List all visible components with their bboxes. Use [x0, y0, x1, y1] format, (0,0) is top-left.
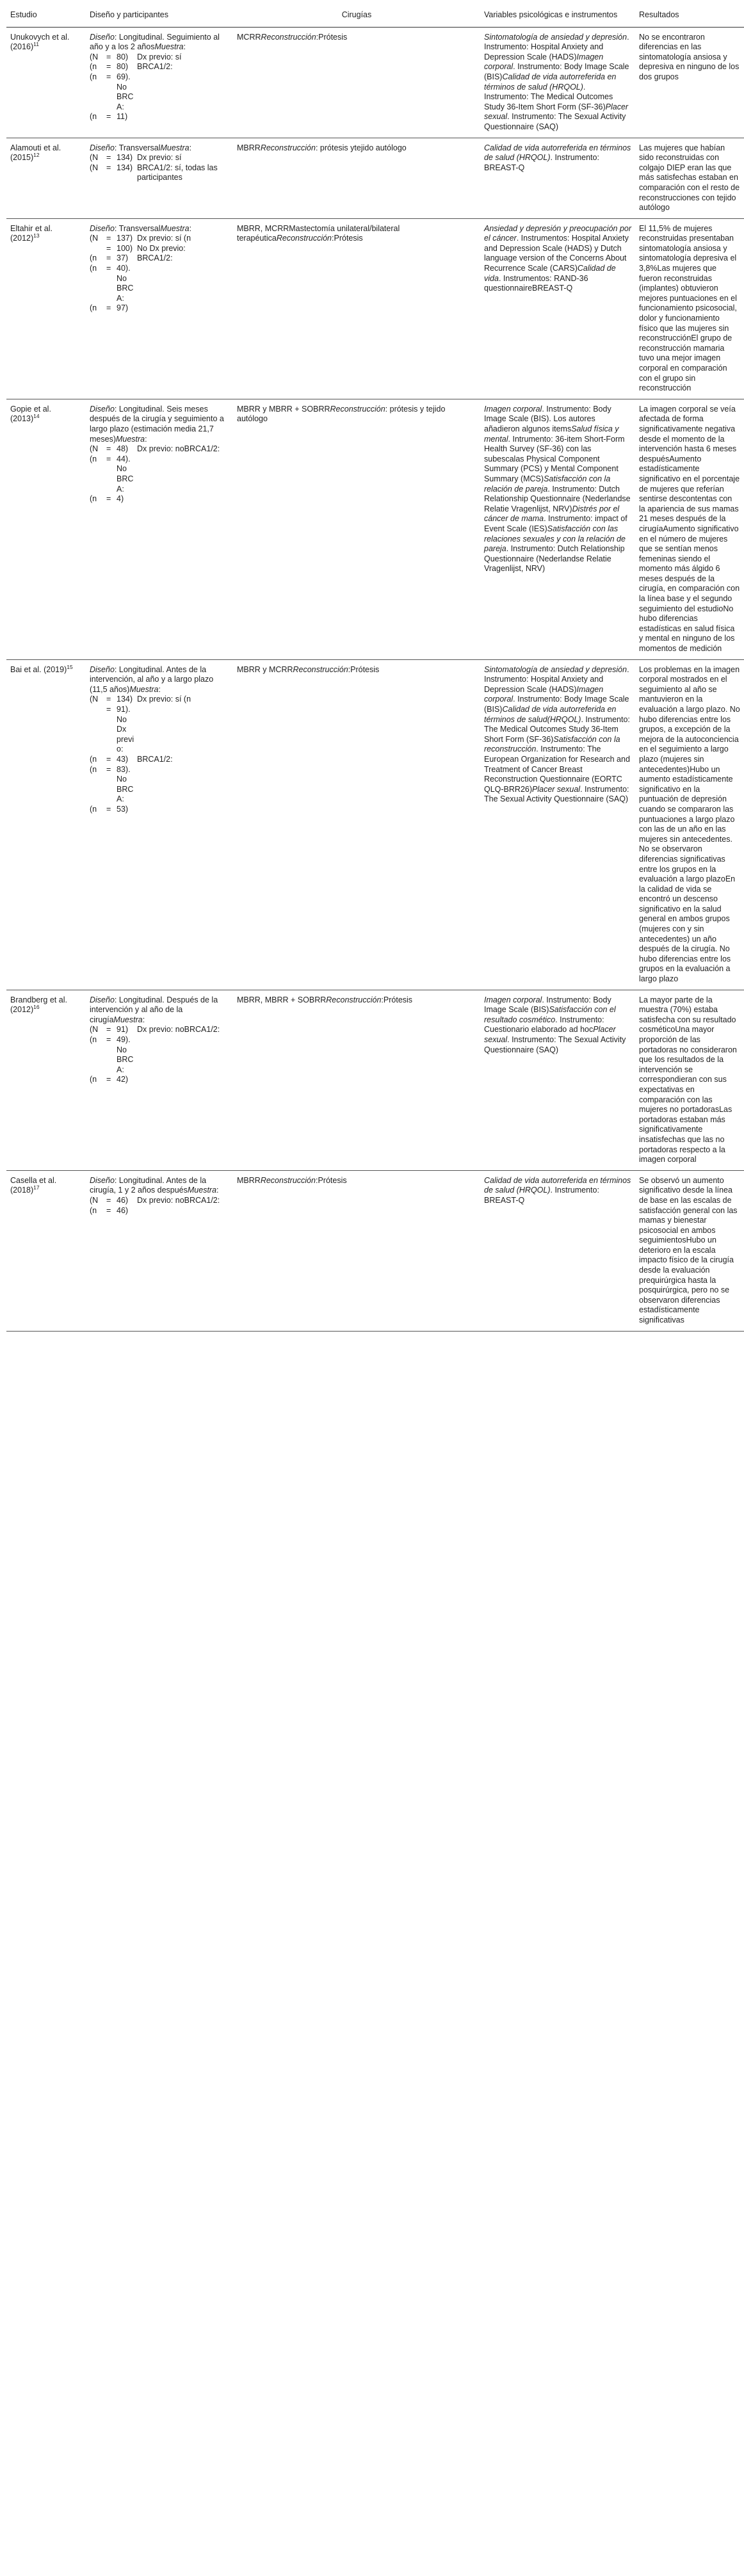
sample-part: Dx previo: noBRCA1/2: [137, 1195, 220, 1205]
table-row [6, 27, 744, 138]
design-text: : [183, 42, 186, 52]
surgery-text: :Prótesis [381, 995, 413, 1004]
design-text: : Longitudinal. Seis meses después de la cirugía y seguimiento a largo plazo (estimación media 21,7 meses) [90, 404, 224, 444]
variables-text: . Instrumento: Body Image Scale (BIS) [484, 62, 629, 81]
variables-text: Placer sexual [484, 102, 629, 122]
sample-part: (n [90, 764, 97, 774]
sample-part: 83). No BRCA: [117, 764, 134, 804]
header-row [6, 4, 744, 27]
surgery-text: : prótesis y tejido autólogo [237, 404, 446, 424]
sample-part: 80) [117, 52, 129, 61]
variables-text: . Instrumento: Body Image Scale (BIS). Los autores añadieron algunos items [484, 404, 611, 433]
sample-part: Dx previo: sí [137, 52, 182, 61]
cell-estudio [6, 1170, 86, 1331]
table-row [6, 138, 744, 218]
cell-variables [480, 399, 635, 659]
variables-text: Imagen corporal [484, 52, 604, 72]
surgery-text: Reconstrucción [261, 32, 316, 42]
design-text: Diseño [90, 1175, 115, 1185]
variables-text: . Intrumento: 36-item Short-Form Health Survey (SF-36) con las subescalas Physical Component Summary (PCS) y Mental Component Summary (MCS) [484, 434, 625, 483]
sample-part: 91). No Dx previo: [117, 705, 134, 754]
study-ref: 15 [67, 663, 73, 670]
cell-cirugias [233, 218, 480, 399]
variables-text: . Instrumento: impact of Event Scale (IES) [484, 514, 627, 533]
sample-part [137, 1206, 229, 1216]
table-row [6, 399, 744, 659]
cell-cirugias [233, 659, 480, 990]
design-text: Muestra [115, 434, 145, 444]
cell-estudio [6, 399, 86, 659]
variables-text: Satisfacción con la relación de pareja [484, 474, 611, 494]
sample-part: 100) [117, 243, 133, 253]
table-header [6, 4, 744, 27]
sample-part: = [106, 264, 111, 273]
results-text: Se observó un aumento significativo desde la línea de base en las escalas de satisfacción general con las mamas y bienestar psicosocial en ambos seguimientosHubo un deterioro en la escala impacto físico de la cirugía desde la evaluación prequirúrgica hasta la posquirúrgica, pero no se observaron diferencias estadísticamente significativas [639, 1175, 738, 1325]
sample-part: (n [90, 112, 97, 122]
cell-resultados [635, 138, 744, 218]
table-row [6, 218, 744, 399]
variables-text: . Instrumento: The Medical Outcomes Study 36-Item Short Form (SF-36) [484, 714, 630, 744]
sample-part: = [106, 705, 111, 714]
sample-part: BRCA1/2: [137, 62, 173, 72]
table-row [6, 990, 744, 1170]
sample-part [137, 303, 229, 314]
sample-part [137, 765, 229, 805]
sample-part: 46) [117, 1195, 129, 1205]
sample-part: = [106, 72, 111, 81]
variables-text: . Instrumento: The Sexual Activity Questionnaire (SAQ) [484, 784, 629, 804]
sample-part: = [106, 1075, 111, 1084]
sample-part: (N [90, 153, 99, 163]
cell-cirugias [233, 399, 480, 659]
surgery-text: :Prótesis [316, 32, 348, 42]
sample-part: = [106, 1195, 111, 1205]
surgery-text: MCRR [237, 32, 261, 42]
study-author: Casella et al. (2018) [10, 1175, 57, 1195]
sample-part: (N [90, 1025, 99, 1034]
variables-text: . Instrumento: Dutch Relationship Questionnaire (Nederlandse Relatie Vragenlijst, NRV) [484, 484, 631, 513]
study-ref: 12 [33, 151, 40, 158]
table-body [6, 27, 744, 1331]
variables-text: . Instrumentos: RAND-36 questionnaireBREAST-Q [484, 273, 588, 293]
sample-part: 46) [117, 1205, 129, 1215]
study-ref: 13 [33, 232, 40, 239]
sample-part: 43) [117, 754, 129, 764]
sample-part: 97) [117, 303, 129, 313]
variables-text: . Instrumento: The Sexual Activity Questionnaire (SAQ) [484, 1035, 626, 1054]
variables-text: . Instrumento: Body Image Scale (BIS) [484, 695, 629, 714]
variables-text: Satisfacción con las relaciones sexuales y con la relación de pareja [484, 524, 626, 554]
design-text: Diseño [90, 995, 115, 1004]
variables-text: . Instrumento: Dutch Relationship Questionnaire (Nederlandse Relatie Vragenlijst, NRV) [484, 544, 625, 574]
sample-part: (N [90, 234, 99, 243]
variables-text: Salud física y mental [484, 424, 619, 444]
design-text: Diseño [90, 664, 115, 674]
results-text: La mayor parte de la muestra (70%) estaba satisfecha con su resultado cosméticoUna mayor proporción de las portadoras no consideraron que los resultados de la intervención se correspondieran con sus expectativas en comparación con las mujeres no portadorasLas portadoras estaban más significativamente insatisfechas que las no portadoras respecto a la imagen corporal [639, 995, 737, 1164]
variables-text: Calidad de vida autorreferida en términos de salud(HRQOL) [484, 705, 617, 724]
sample-part: 37) [117, 254, 129, 263]
results-text: Las mujeres que habían sido reconstruidas con colgajo DIEP eran las que más satisfechas estaban en comparación con el resto de reconstrucciones con tejido autólogo [639, 143, 740, 213]
surgery-text: MBRR, MCRR [237, 223, 289, 233]
sample-part: = [106, 112, 111, 122]
header-diseno: Diseño y participantes [86, 4, 233, 27]
sample-part [137, 264, 229, 303]
surgery-text: MBRR y MBRR + SOBRR [237, 404, 330, 414]
surgery-text: Mastectomía unilateral/bilateral terapéutica [237, 223, 400, 243]
sample-part: 134) [117, 695, 133, 704]
sample-part: = [106, 695, 111, 704]
design-text: Muestra [154, 42, 184, 52]
sample-part: = [106, 1205, 111, 1215]
cell-estudio [6, 138, 86, 218]
sample-part: (n [90, 494, 97, 504]
sample-part: 44). No BRCA: [117, 454, 134, 494]
sample-part: = [106, 1035, 111, 1044]
cell-resultados [635, 1170, 744, 1331]
design-text: : [216, 1186, 219, 1195]
variables-text: Imagen corporal [484, 404, 542, 414]
sample-part: (n [90, 303, 97, 313]
sample-grid [90, 1196, 229, 1216]
sample-part: = [106, 62, 111, 72]
variables-text: Calidad de vida autorreferida en términos de salud (HRQOL) [484, 72, 617, 92]
variables-text: . Instrumento: Hospital Anxiety and Depression Scale (HADS) [484, 664, 629, 694]
sample-part: (n [90, 754, 97, 764]
cell-diseno [86, 138, 233, 218]
surgery-text: MBRR [237, 1175, 261, 1185]
study-author: Gopie et al. (2013) [10, 404, 51, 424]
sample-part: 80) [117, 62, 129, 72]
cell-diseno [86, 27, 233, 138]
variables-text: Satisfacción con el resultado cosmético [484, 1005, 616, 1024]
variables-text: . Instrumento: The Medical Outcomes Study 36-Item Short Form (SF-36) [484, 82, 613, 111]
sample-part: = [106, 1025, 111, 1034]
design-text: Diseño [90, 143, 115, 152]
sample-part [137, 805, 229, 815]
cell-cirugias [233, 990, 480, 1170]
sample-grid [90, 234, 229, 314]
sample-part [137, 1035, 229, 1075]
variables-text: . Instrumento: BREAST-Q [484, 153, 599, 172]
design-text: Muestra [129, 684, 159, 694]
cell-cirugias [233, 1170, 480, 1331]
sample-part: = [106, 234, 111, 243]
study-author: Alamouti et al. (2015) [10, 143, 61, 163]
header-resultados: Resultados [635, 4, 744, 27]
variables-text: Sintomatología de ansiedad y depresión [484, 664, 627, 674]
variables-text: Placer sexual [484, 1025, 616, 1044]
sample-grid [90, 695, 229, 814]
sample-grid [90, 1025, 229, 1085]
sample-part: BRCA1/2: [137, 754, 173, 764]
sample-part: (N [90, 1195, 99, 1205]
header-cirugias: Cirugías [233, 4, 480, 27]
design-text: : Transversal [114, 223, 161, 233]
cell-variables [480, 27, 635, 138]
sample-part: (n [90, 72, 97, 81]
cell-estudio [6, 990, 86, 1170]
sample-part: = [106, 243, 111, 253]
surgery-text: Reconstrucción [326, 995, 382, 1004]
design-text: : [145, 434, 147, 444]
sample-part: (n [90, 1075, 97, 1084]
sample-part: = [106, 153, 111, 163]
sample-part [137, 1075, 229, 1085]
sample-part: = [106, 764, 111, 774]
sample-part: 48) [117, 444, 129, 454]
sample-grid [90, 52, 229, 122]
cell-variables [480, 659, 635, 990]
results-text: Los problemas en la imagen corporal mostrados en el seguimiento al año se mantuvieron en la evaluación a largo plazo. No hubo diferencias entre los grupos, a excepción de la mejora de la autoconciencia en el seguimiento a largo plazo (mujeres sin antecedentes)Hubo un aumento estadísticamente significativo en la puntuación de depresión cuando se compararon las puntuaciones a largo plazo con las de un año en las mujeres sin antecedentes. No se observaron diferencias significativas entre los grupos en la evaluación a largo plazoEn la calidad de vida se encontró un descenso significativo en la salud general en ambos grupos (mujeres con y sin antecedentes) un año después de la cirugía. No hubo diferencias entre los grupos en la evaluación a largo plazo [639, 664, 740, 984]
study-ref: 11 [33, 41, 39, 48]
cell-resultados [635, 659, 744, 990]
variables-text: Placer sexual [532, 784, 581, 794]
design-text: : [142, 1015, 145, 1024]
variables-text: Calidad de vida [484, 264, 616, 283]
sample-part: 42) [117, 1075, 129, 1084]
sample-part: = [106, 494, 111, 504]
surgery-text: Reconstrucción [293, 664, 348, 674]
sample-part: = [106, 163, 111, 172]
cell-resultados [635, 399, 744, 659]
table-row [6, 659, 744, 990]
variables-text: . Instrumento: BREAST-Q [484, 1186, 599, 1205]
sample-part: (n [90, 1035, 97, 1044]
sample-part: (n [90, 804, 97, 814]
surgery-text: Reconstrucción [330, 404, 385, 414]
study-author: Brandberg et al. (2012) [10, 995, 67, 1015]
study-ref: 16 [33, 1004, 40, 1011]
variables-text: Calidad de vida autorreferida en términos de salud (HRQOL) [484, 143, 631, 163]
cell-diseno [86, 399, 233, 659]
sample-part: = [106, 444, 111, 454]
sample-part: Dx previo: sí (n [137, 234, 191, 243]
surgery-text: Reconstrucción [276, 234, 332, 243]
sample-part: 53) [117, 804, 129, 814]
surgery-text: Reconstrucción [260, 143, 316, 152]
sample-part: No Dx previo: [137, 243, 186, 253]
cell-estudio [6, 659, 86, 990]
variables-text: . Instrumento: Cuestionario elaborado ad hoc [484, 1015, 604, 1034]
study-author: Bai et al. (2019) [10, 664, 67, 674]
header-variables: Variables psicológicas e instrumentos [480, 4, 635, 27]
variables-text: . Instrumento: The European Organization for Research and Treatment of Cancer Breast Reconstruction Questionnaire (EORTC QLQ-BRR26) [484, 745, 630, 794]
sample-part: = [106, 754, 111, 764]
surgery-text: :Prótesis [348, 664, 380, 674]
table-row [6, 1170, 744, 1331]
cell-diseno [86, 218, 233, 399]
sample-part: Dx previo: noBRCA1/2: [137, 1025, 220, 1034]
design-text: Diseño [90, 404, 115, 414]
sample-part: (n [90, 454, 97, 463]
cell-resultados [635, 27, 744, 138]
sample-part: Dx previo: sí (n [137, 695, 191, 704]
surgery-text: : prótesis ytejido autólogo [315, 143, 407, 152]
sample-grid [90, 444, 229, 504]
variables-text: Satisfacción con la reconstrucción [484, 734, 620, 754]
design-text: Muestra [160, 143, 190, 152]
sample-part: (N [90, 163, 99, 172]
sample-part: (n [90, 264, 97, 273]
design-text: : Transversal [114, 143, 161, 152]
cell-cirugias [233, 138, 480, 218]
header-estudio: Estudio [6, 4, 86, 27]
sample-part: (n [90, 254, 97, 263]
design-text: : Longitudinal. Antes de la intervención, al año y a largo plazo (11,5 años) [90, 664, 214, 694]
study-author: Eltahir et al. (2012) [10, 223, 53, 243]
cell-variables [480, 1170, 635, 1331]
cell-variables [480, 218, 635, 399]
sample-part: = [106, 303, 111, 313]
variables-text: Imagen corporal [484, 684, 604, 704]
sample-part: 4) [117, 494, 124, 504]
sample-part: = [106, 454, 111, 463]
surgery-text: MBRR [237, 143, 261, 152]
sample-part: Dx previo: sí [137, 153, 182, 163]
cell-estudio [6, 27, 86, 138]
variables-text: Ansiedad y depresión y preocupación por el cáncer [484, 223, 632, 243]
design-text: : [189, 143, 192, 152]
surgery-text: MBRR y MCRR [237, 664, 293, 674]
sample-part: 134) [117, 153, 133, 163]
sample-part: 134) [117, 163, 133, 172]
surgery-text: MBRR, MBRR + SOBRR [237, 995, 327, 1004]
sample-part: Dx previo: noBRCA1/2: [137, 444, 220, 454]
variables-text: Imagen corporal [484, 995, 542, 1004]
variables-text: Distrés por el cáncer de mama [484, 504, 620, 524]
sample-part: 69). No BRCA: [117, 72, 134, 111]
study-author: Unukovych et al. (2016) [10, 32, 70, 52]
variables-text: Calidad de vida autorreferida en términos de salud (HRQOL) [484, 1175, 631, 1195]
cell-resultados [635, 990, 744, 1170]
surgery-text: :Prótesis [332, 234, 363, 243]
sample-part [137, 455, 229, 494]
design-text: : Longitudinal. Seguimiento al año y a los 2 años [90, 32, 220, 52]
cell-resultados [635, 218, 744, 399]
surgery-text: :Prótesis [315, 1175, 347, 1185]
sample-part: (n [90, 1205, 97, 1215]
results-text: El 11,5% de mujeres reconstruidas presentaban sintomatología ansiosa y sintomatología depresiva el 3,8%Las mujeres que fueron reconstruidas (implantes) obtuvieron mejores puntuaciones en el funcionamiento psicosocial, dolor y funcionamiento físico que las mujeres sin reconstrucciónEl grupo de reconstrucción mamaria tuvo una mejor imagen corporal en comparación con el grupo sin reconstrucción [639, 223, 737, 393]
cell-diseno [86, 1170, 233, 1331]
design-text: : Longitudinal. Después de la intervención y al año de la cirugía [90, 995, 218, 1024]
sample-part [90, 244, 105, 254]
sample-part: (N [90, 444, 99, 454]
sample-part: (N [90, 52, 99, 61]
variables-text: Sintomatología de ansiedad y depresión [484, 32, 627, 42]
sample-part: = [106, 254, 111, 263]
design-text: Diseño [90, 32, 115, 42]
results-text: La imagen corporal se veía afectada de forma significativamente negativa desde el momento de la intervención hasta 6 meses despuésAumento estadísticamente significativo en el porcentaje de mujeres que referían sentirse descontentas con la apariencia de sus mamas 21 meses después de la cirugíaAumento significativo en el número de mujeres que se sentían menos femeninas siendo el momento más álgido 6 meses después de la cirugía, en comparación con la línea base y el segundo seguimiento del estudioNo hubo diferencias estadísticas en salud física y mental en ninguno de los momentos de medición [639, 404, 740, 654]
results-text: No se encontraron diferencias en las sintomatología ansiosa y depresiva en ninguno de los dos grupos [639, 32, 740, 81]
design-text: Muestra [187, 1186, 217, 1195]
variables-text: . Instrumento: The Sexual Activity Questionnaire (SAQ) [484, 112, 626, 131]
sample-part: (n [90, 62, 97, 72]
sample-part: 137) [117, 234, 133, 243]
cell-variables [480, 138, 635, 218]
design-text: Diseño [90, 223, 115, 233]
cell-diseno [86, 990, 233, 1170]
sample-part: 91) [117, 1025, 129, 1034]
sample-part: BRCA1/2: [137, 254, 173, 263]
sample-part: 49). No BRCA: [117, 1035, 134, 1074]
study-ref: 14 [33, 413, 40, 420]
cell-cirugias [233, 27, 480, 138]
design-text: Muestra [113, 1015, 143, 1024]
sample-part: 40). No BRCA: [117, 264, 134, 303]
sample-part: BRCA1/2: sí, todas las participantes [137, 163, 218, 182]
sample-grid [90, 153, 229, 183]
sample-part [137, 72, 229, 112]
sample-part [137, 112, 229, 122]
sample-part: 11) [117, 112, 128, 122]
variables-text: . Instrumento: Hospital Anxiety and Depression Scale (HADS) [484, 32, 629, 61]
study-ref: 17 [33, 1184, 40, 1191]
cell-variables [480, 990, 635, 1170]
sample-part: (N [90, 695, 99, 704]
design-text: Muestra [160, 223, 190, 233]
cell-estudio [6, 218, 86, 399]
sample-part [90, 705, 105, 755]
sample-part [137, 494, 229, 504]
sample-part: = [106, 804, 111, 814]
design-text: : Longitudinal. Antes de la cirugía, 1 y 2 años después [90, 1175, 207, 1195]
variables-text: . Instrumentos: Hospital Anxiety and Depression Scale (HADS) y Dutch language version of the Concerns About Recurrence Scale (CARS) [484, 234, 629, 273]
design-text: : [158, 684, 161, 694]
sample-part: = [106, 52, 111, 61]
variables-text: . Instrumento: Body Image Scale (BIS) [484, 995, 611, 1015]
surgery-text: Reconstrucción [260, 1175, 316, 1185]
sample-part [137, 705, 229, 755]
design-text: : [189, 223, 192, 233]
studies-table [6, 4, 744, 1332]
cell-diseno [86, 659, 233, 990]
